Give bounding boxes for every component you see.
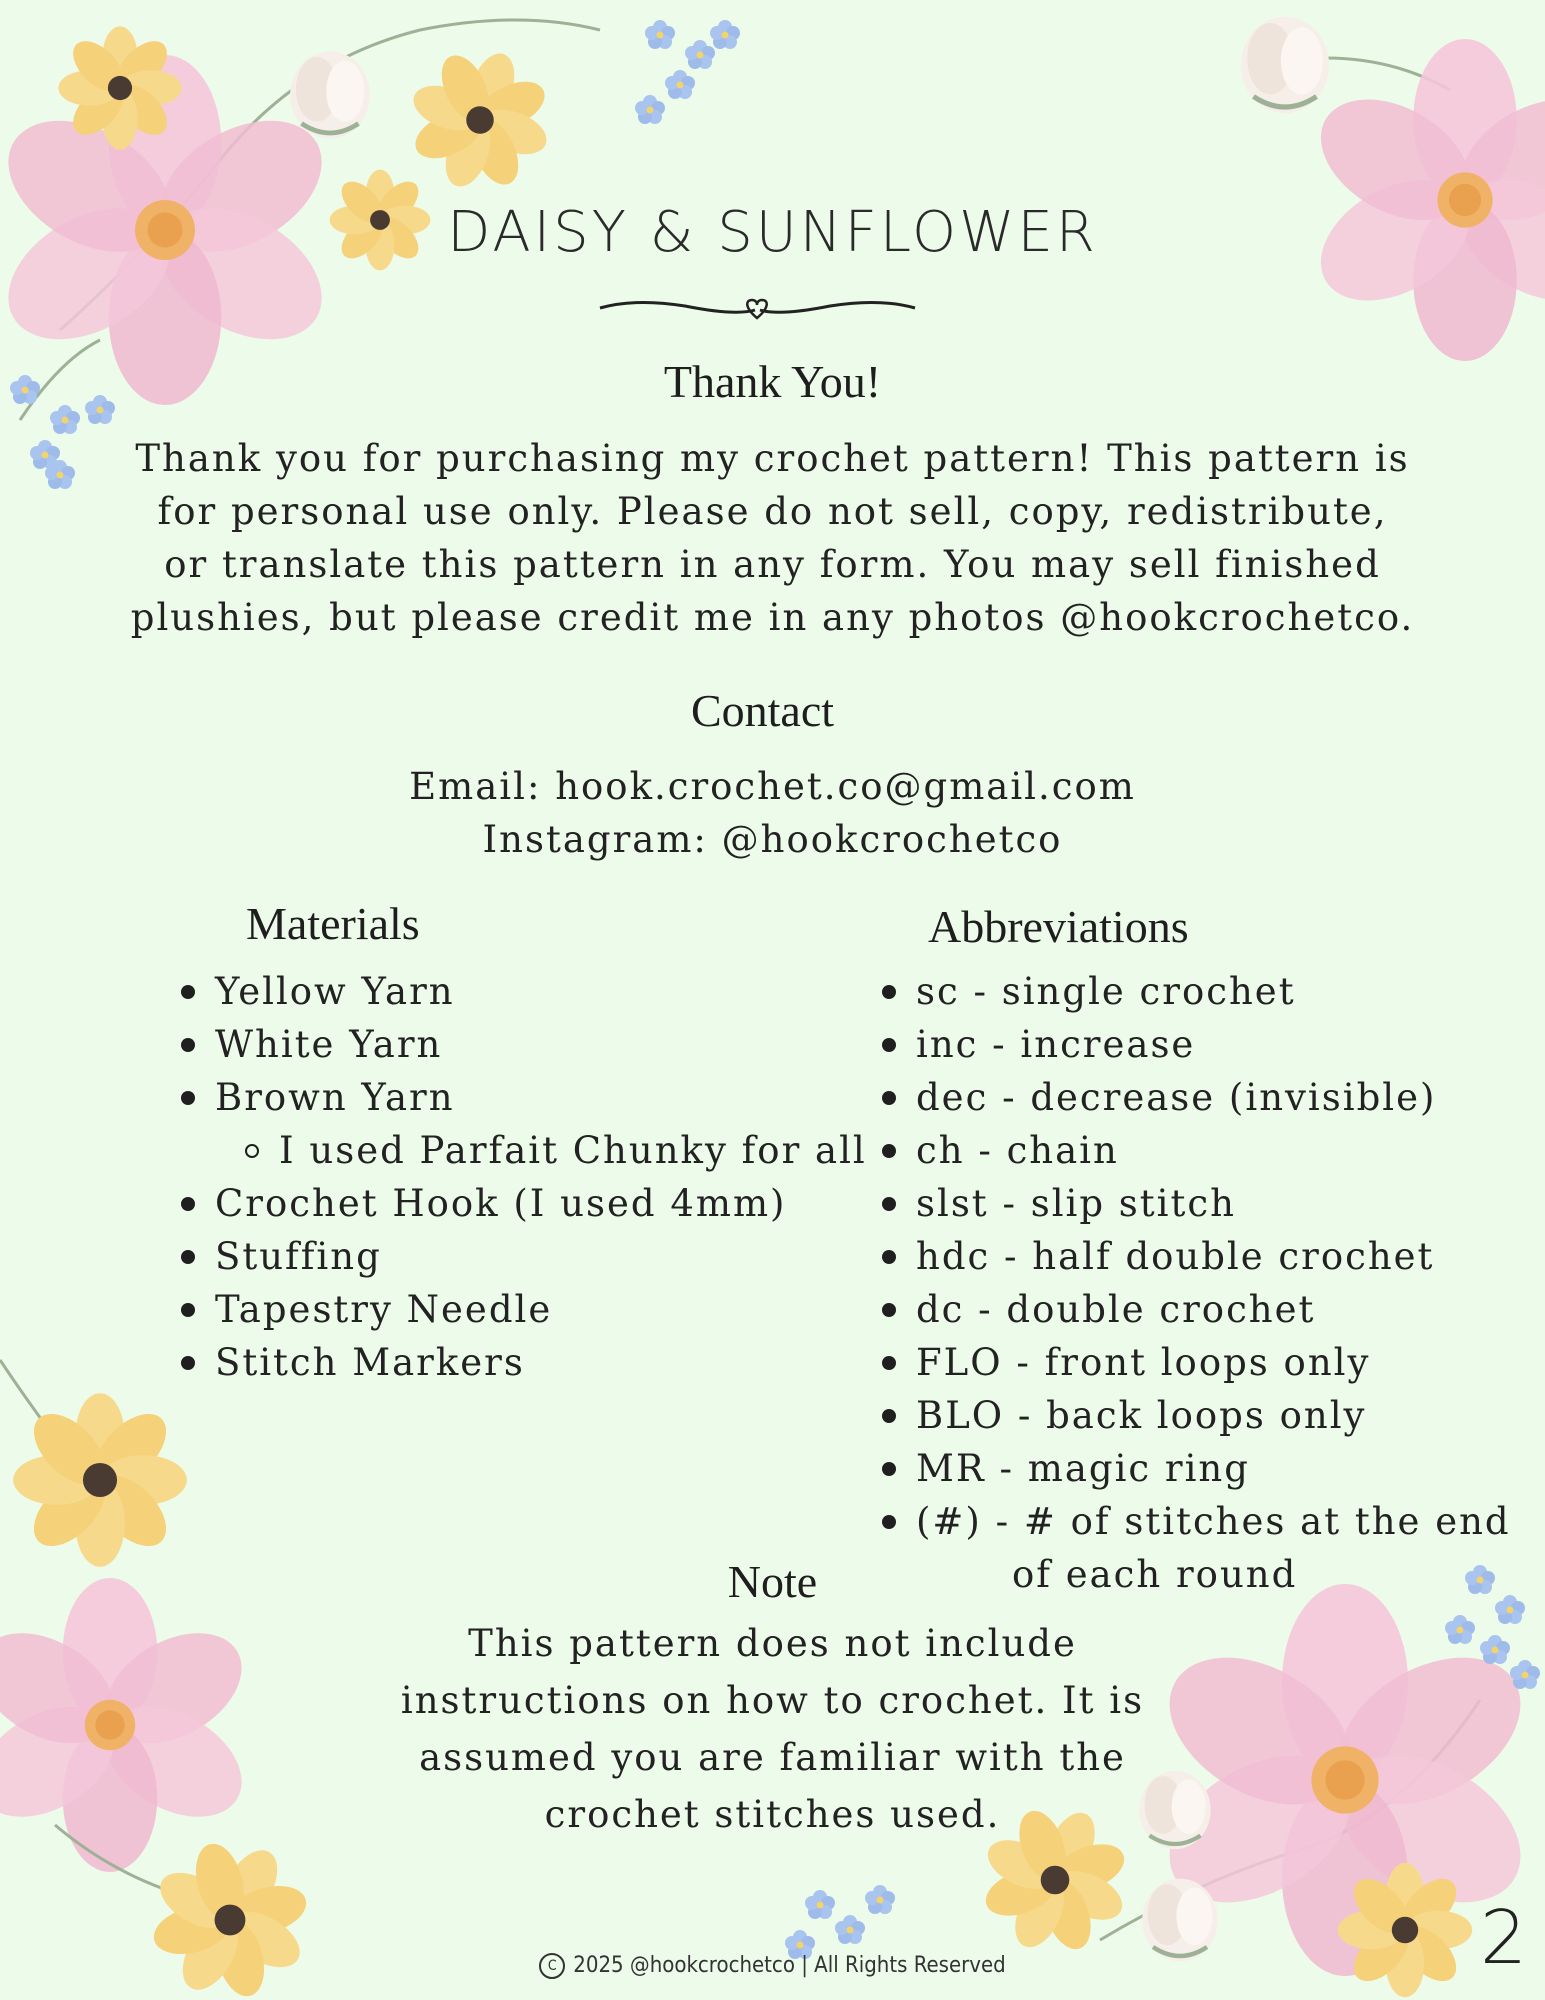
contact-instagram: Instagram: @hookcrochetco (482, 818, 1063, 861)
copyright-footer (0, 1953, 1545, 1979)
thank-you-heading: Thank You! (663, 356, 882, 407)
list-item: Stitch Markers (175, 1336, 867, 1389)
list-item: FLO - front loops only (876, 1336, 1511, 1389)
list-item: hdc - half double crochet (876, 1230, 1511, 1283)
thank-you-line: plushies, but please credit me in any photos @hookcrochetco. (130, 596, 1415, 639)
contact-heading: Contact (690, 685, 835, 736)
heart-divider-icon (595, 290, 920, 330)
abbreviations-list (876, 965, 1511, 1601)
page-title: DAISY & SUNFLOWER (447, 200, 1098, 265)
list-item: Brown Yarn (175, 1071, 867, 1124)
list-item: inc - increase (876, 1018, 1511, 1071)
materials-list (175, 965, 867, 1389)
contact-details (0, 760, 1545, 866)
copyright-icon: C (539, 1953, 565, 1979)
copyright-text: 2025 @hookcrochetco | All Rights Reserved (573, 1953, 1006, 1978)
abbreviations-heading: Abbreviations (928, 901, 1189, 952)
list-item: MR - magic ring (876, 1442, 1511, 1495)
list-item: slst - slip stitch (876, 1177, 1511, 1230)
list-item-continuation: of each round (1012, 1553, 1298, 1596)
list-item: Tapestry Needle (175, 1283, 867, 1336)
thank-you-line: Thank you for purchasing my crochet pattern! This pattern is (135, 437, 1410, 480)
list-item: ch - chain (876, 1124, 1511, 1177)
list-item-text: (#) - # of stitches at the end (916, 1500, 1511, 1543)
contact-email: Email: hook.crochet.co@gmail.com (409, 765, 1136, 808)
note-paragraph (0, 1615, 1545, 1843)
list-item: dc - double crochet (876, 1283, 1511, 1336)
list-item: White Yarn (175, 1018, 867, 1071)
page-number: 2 (1480, 1895, 1528, 1981)
list-item: BLO - back loops only (876, 1389, 1511, 1442)
note-heading: Note (727, 1556, 818, 1607)
note-line: crochet stitches used. (544, 1793, 1001, 1836)
thank-you-line: for personal use only. Please do not sell, copy, redistribute, (157, 490, 1388, 533)
list-item: dec - decrease (invisible) (876, 1071, 1511, 1124)
list-item: Crochet Hook (I used 4mm) (175, 1177, 867, 1230)
thank-you-line: or translate this pattern in any form. You may sell finished (164, 543, 1381, 586)
thank-you-paragraph (0, 432, 1545, 644)
list-item: Stuffing (175, 1230, 867, 1283)
list-subitem: I used Parfait Chunky for all (175, 1124, 867, 1177)
note-line: instructions on how to crochet. It is (400, 1679, 1145, 1722)
list-item: Yellow Yarn (175, 965, 867, 1018)
list-item: sc - single crochet (876, 965, 1511, 1018)
note-line: This pattern does not include (468, 1622, 1077, 1665)
materials-heading: Materials (246, 898, 420, 949)
note-line: assumed you are familiar with the (419, 1736, 1126, 1779)
